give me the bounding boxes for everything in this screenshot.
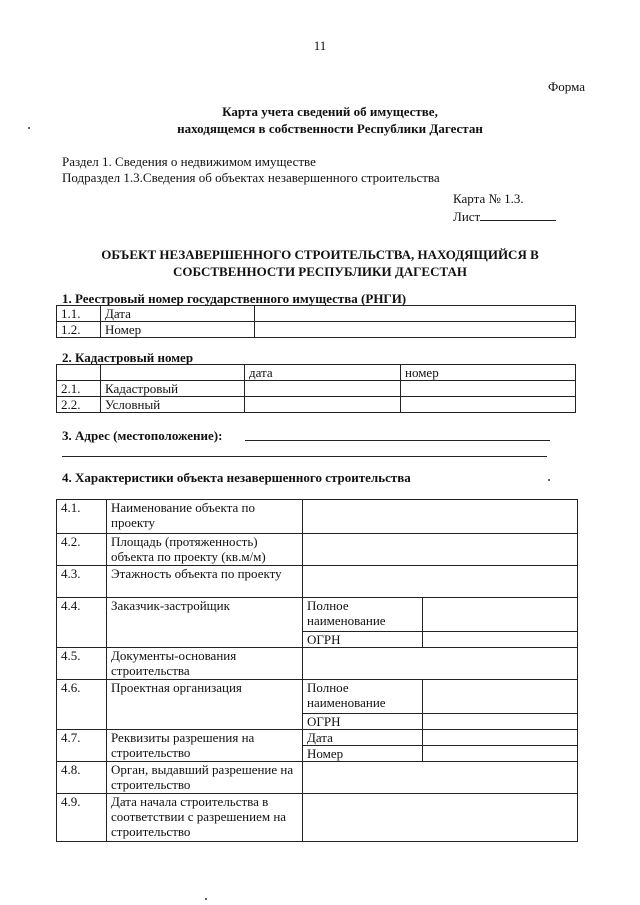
cadastral-number-cell[interactable] [401, 381, 576, 397]
value-cell[interactable] [303, 534, 578, 566]
table-row [57, 397, 576, 413]
cadastral-table [56, 364, 576, 413]
sub-label: ОГРН [303, 714, 423, 730]
sheet-label: Лист [453, 209, 481, 224]
scan-speck [548, 479, 550, 481]
section-heading: Раздел 1. Сведения о недвижимом имуществе [62, 154, 316, 169]
row-label: Условный [101, 397, 245, 413]
row-number: 4.9. [57, 794, 107, 842]
characteristics-table [56, 499, 578, 842]
table-row [57, 648, 578, 680]
section-4-heading: 4. Характеристики объекта незавершенного строительства [62, 470, 411, 485]
section-1-heading: 1. Реестровый номер государственного имущества (РНГИ) [62, 291, 407, 306]
value-cell[interactable] [303, 648, 578, 680]
table-row [57, 730, 578, 746]
row-number: 4.3. [57, 566, 107, 598]
col-header-date: дата [245, 365, 401, 381]
value-cell[interactable] [423, 632, 578, 648]
row-label: Наименование объекта по проекту [107, 500, 303, 534]
value-cell[interactable] [303, 500, 578, 534]
value-cell[interactable] [423, 730, 578, 746]
row-label: Проектная организация [107, 680, 303, 730]
table-row [57, 566, 578, 598]
title-line-2: находящемся в собственности Республики Дагестан [177, 121, 483, 136]
row-number: 4.2. [57, 534, 107, 566]
row-label: Заказчик-застройщик [107, 598, 303, 648]
page-number: 11 [313, 38, 327, 53]
row-label: Документы-основания строительства [107, 648, 303, 680]
row-label: Орган, выдавший разрешение на строительство [107, 762, 303, 794]
cadastral-date-cell[interactable] [245, 381, 401, 397]
row-label: Этажность объекта по проекту [107, 566, 303, 598]
rngi-date-cell[interactable] [255, 306, 576, 322]
object-title-line-2: СОБСТВЕННОСТИ РЕСПУБЛИКИ ДАГЕСТАН [172, 264, 468, 279]
sub-label: Дата [303, 730, 423, 746]
sub-label: Полное наименование [303, 680, 423, 714]
address-line-1[interactable] [245, 440, 550, 441]
conditional-number-cell[interactable] [401, 397, 576, 413]
conditional-date-cell[interactable] [245, 397, 401, 413]
title-line-1: Карта учета сведений об имуществе, [222, 104, 438, 119]
row-label: Реквизиты разрешения на строительство [107, 730, 303, 762]
rngi-table [56, 305, 576, 338]
row-number: 2.1. [57, 381, 101, 397]
table-row [57, 534, 578, 566]
row-number: 4.8. [57, 762, 107, 794]
value-cell[interactable] [423, 714, 578, 730]
subsection-heading: Подраздел 1.3.Сведения об объектах незавершенного строительства [62, 170, 440, 185]
row-number: 4.6. [57, 680, 107, 730]
value-cell[interactable] [303, 762, 578, 794]
table-row [57, 680, 578, 714]
value-cell[interactable] [303, 566, 578, 598]
rngi-number-cell[interactable] [255, 322, 576, 338]
value-cell[interactable] [423, 598, 578, 632]
object-title-line-1: ОБЪЕКТ НЕЗАВЕРШЕННОГО СТРОИТЕЛЬСТВА, НАХОДЯЩИЙСЯ В [101, 247, 539, 262]
table-row [57, 306, 576, 322]
row-number: 4.7. [57, 730, 107, 762]
row-number: 4.5. [57, 648, 107, 680]
form-label: Форма [548, 79, 585, 94]
table-row [57, 794, 578, 842]
row-label: Кадастровый [101, 381, 245, 397]
row-number: 4.1. [57, 500, 107, 534]
row-number: 1.1. [57, 306, 101, 322]
section-3-heading: 3. Адрес (местоположение): [62, 428, 223, 443]
table-row [57, 598, 578, 632]
table-row [57, 381, 576, 397]
row-number: 4.4. [57, 598, 107, 648]
value-cell[interactable] [303, 794, 578, 842]
row-number: 2.2. [57, 397, 101, 413]
value-cell[interactable] [423, 680, 578, 714]
table-row [57, 500, 578, 534]
col-header-number: номер [401, 365, 576, 381]
value-cell[interactable] [423, 746, 578, 762]
row-label: Номер [101, 322, 255, 338]
row-label: Дата начала строительства в соответствии с разрешением на строительство [107, 794, 303, 842]
table-row [57, 762, 578, 794]
sub-label: ОГРН [303, 632, 423, 648]
sheet-blank-line[interactable] [480, 208, 556, 221]
table-row [57, 322, 576, 338]
card-number: Карта № 1.3. [453, 191, 524, 206]
sub-label: Полное наименование [303, 598, 423, 632]
scan-speck [205, 898, 207, 900]
row-label: Дата [101, 306, 255, 322]
scan-speck [28, 127, 30, 129]
row-number: 1.2. [57, 322, 101, 338]
sheet-field [453, 208, 556, 224]
address-line-2[interactable] [62, 456, 547, 457]
table-header-row [57, 365, 576, 381]
section-2-heading: 2. Кадастровый номер [62, 350, 194, 365]
sub-label: Номер [303, 746, 423, 762]
row-label: Площадь (протяженность) объекта по проекту (кв.м/м) [107, 534, 303, 566]
